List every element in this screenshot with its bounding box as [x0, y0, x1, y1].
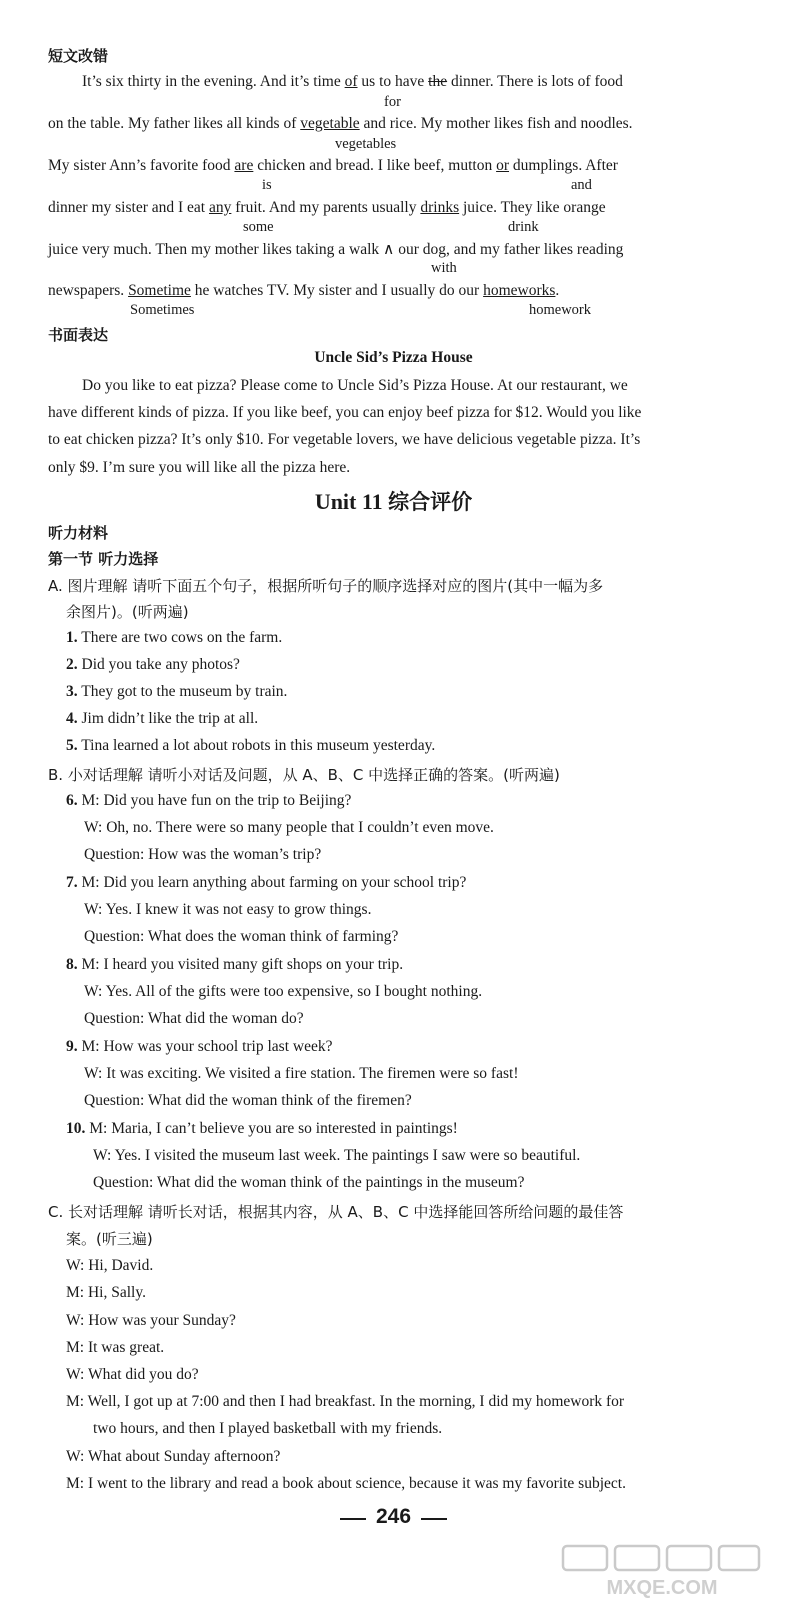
dialogue-line: two hours, and then I played basketball with my friends.	[93, 1420, 443, 1437]
error-word: are	[234, 157, 254, 174]
essay-line: Do you like to eat pizza? Please come to Uncle Sid’s Pizza House. At our restaurant, we	[82, 377, 628, 394]
question-item: 1. There are two cows on the farm.	[66, 629, 283, 646]
dialogue-line: W: What did you do?	[66, 1366, 199, 1383]
dialogue-line: 8. M: I heard you visited many gift shops on your trip.	[66, 956, 404, 973]
correction-fix: drink	[508, 219, 539, 235]
part-a-instruction-cont: 余图片)。(听两遍)	[66, 603, 189, 621]
correction-line-2: on the table. My father likes all kinds of vegetable and rice. My mother likes fish and noodles.	[48, 115, 633, 132]
question-item: 3. They got to the museum by train.	[66, 683, 288, 700]
question-item: 4. Jim didn’t like the trip at all.	[66, 710, 259, 727]
correction-line-1: It’s six thirty in the evening. And it’s time of us to have the dinner. There is lots of food	[82, 73, 623, 90]
question-line: Question: What did the woman think of the firemen?	[84, 1092, 412, 1109]
dialogue-line: M: It was great.	[66, 1339, 165, 1356]
question-item: 2. Did you take any photos?	[66, 656, 240, 673]
correction-fix: homework	[529, 302, 592, 318]
question-item: 5. Tina learned a lot about robots in this museum yesterday.	[66, 737, 436, 754]
page-number: 246	[0, 1505, 787, 1529]
part-a-instruction: A. 图片理解 请听下面五个句子，根据所听句子的顺序选择对应的图片(其中一幅为多	[48, 577, 604, 595]
svg-text:MXQE.COM: MXQE.COM	[606, 1577, 718, 1599]
part-c-instruction: C. 长对话理解 请听长对话，根据其内容，从 A、B、C 中选择能回答所给问题的最佳答	[48, 1203, 624, 1221]
error-word: any	[208, 199, 232, 216]
error-word: vegetable	[300, 115, 360, 132]
essay-title: Uncle Sid’s Pizza House	[314, 349, 473, 366]
question-line: Question: What does the woman think of farming?	[84, 928, 399, 945]
dialogue-line: M: Hi, Sally.	[66, 1284, 146, 1301]
dialogue-line: W: Yes. All of the gifts were too expensive, so I bought nothing.	[84, 983, 483, 1000]
part-c-instruction-cont: 案。(听三遍)	[66, 1230, 153, 1248]
correction-fix: Sometimes	[130, 302, 195, 318]
essay-line: to eat chicken pizza? It’s only $10. For vegetable lovers, we have delicious vegetable pizza. It’s	[48, 431, 641, 448]
question-line: Question: What did the woman think of the paintings in the museum?	[93, 1174, 525, 1191]
correction-fix: with	[431, 260, 457, 276]
dialogue-line: W: Yes. I visited the museum last week. The paintings I saw were so beautiful.	[93, 1147, 581, 1164]
dialogue-line: 7. M: Did you learn anything about farming on your school trip?	[66, 874, 467, 891]
dialogue-line: M: I went to the library and read a book about science, because it was my favorite subject.	[66, 1475, 626, 1492]
dialogue-line: W: Hi, David.	[66, 1257, 154, 1274]
question-line: Question: How was the woman’s trip?	[84, 846, 322, 863]
dialogue-line: W: Oh, no. There were so many people that I couldn’t even move.	[84, 819, 494, 836]
dialogue-line: W: It was exciting. We visited a fire station. The firemen were so fast!	[84, 1065, 519, 1082]
unit-title: Unit 11 综合评价	[314, 489, 473, 514]
correction-fix: is	[262, 177, 272, 193]
section-heading: 第一节 听力选择	[48, 550, 159, 568]
correction-line-5: juice very much. Then my mother likes taking a walk ∧ our dog, and my father likes reading	[48, 241, 624, 258]
dialogue-line: W: Yes. I knew it was not easy to grow things.	[84, 901, 372, 918]
error-word: of	[344, 73, 358, 90]
correction-fix: for	[384, 94, 401, 110]
correction-fix: and	[571, 177, 592, 193]
correction-line-3: My sister Ann’s favorite food are chicken and bread. I like beef, mutton or dumplings. After	[48, 157, 618, 174]
deleted-word: the	[428, 73, 448, 90]
dialogue-line: 10. M: Maria, I can’t believe you are so interested in paintings!	[66, 1120, 458, 1137]
question-line: Question: What did the woman do?	[84, 1010, 304, 1027]
correction-line-4: dinner my sister and I eat any fruit. And my parents usually drinks juice. They like orange	[48, 199, 606, 216]
error-word: drinks	[420, 199, 460, 216]
insert-mark: ∧	[383, 241, 395, 258]
dialogue-line: W: How was your Sunday?	[66, 1312, 236, 1329]
dialogue-line: 9. M: How was your school trip last week?	[66, 1038, 333, 1055]
watermark-logo	[557, 1542, 767, 1600]
dialogue-line: M: Well, I got up at 7:00 and then I had breakfast. In the morning, I did my homework for	[66, 1393, 625, 1410]
correction-heading: 短文改错	[48, 47, 109, 65]
error-word: Sometime	[128, 282, 191, 299]
essay-line: only $9. I’m sure you will like all the pizza here.	[48, 459, 351, 476]
part-b-instruction: B. 小对话理解 请听小对话及问题，从 A、B、C 中选择正确的答案。(听两遍)	[48, 766, 560, 784]
error-word: or	[496, 157, 510, 174]
correction-fix: some	[243, 219, 274, 235]
dialogue-line: 6. M: Did you have fun on the trip to Beijing?	[66, 792, 352, 809]
listening-heading: 听力材料	[48, 524, 109, 542]
correction-line-6: newspapers. Sometime he watches TV. My sister and I usually do our homeworks.	[48, 282, 560, 299]
correction-fix: vegetables	[335, 136, 397, 152]
dialogue-line: W: What about Sunday afternoon?	[66, 1448, 281, 1465]
error-word: homeworks	[483, 282, 556, 299]
essay-line: have different kinds of pizza. If you like beef, you can enjoy beef pizza for $12. Would you like	[48, 404, 642, 421]
writing-heading: 书面表达	[48, 326, 109, 344]
